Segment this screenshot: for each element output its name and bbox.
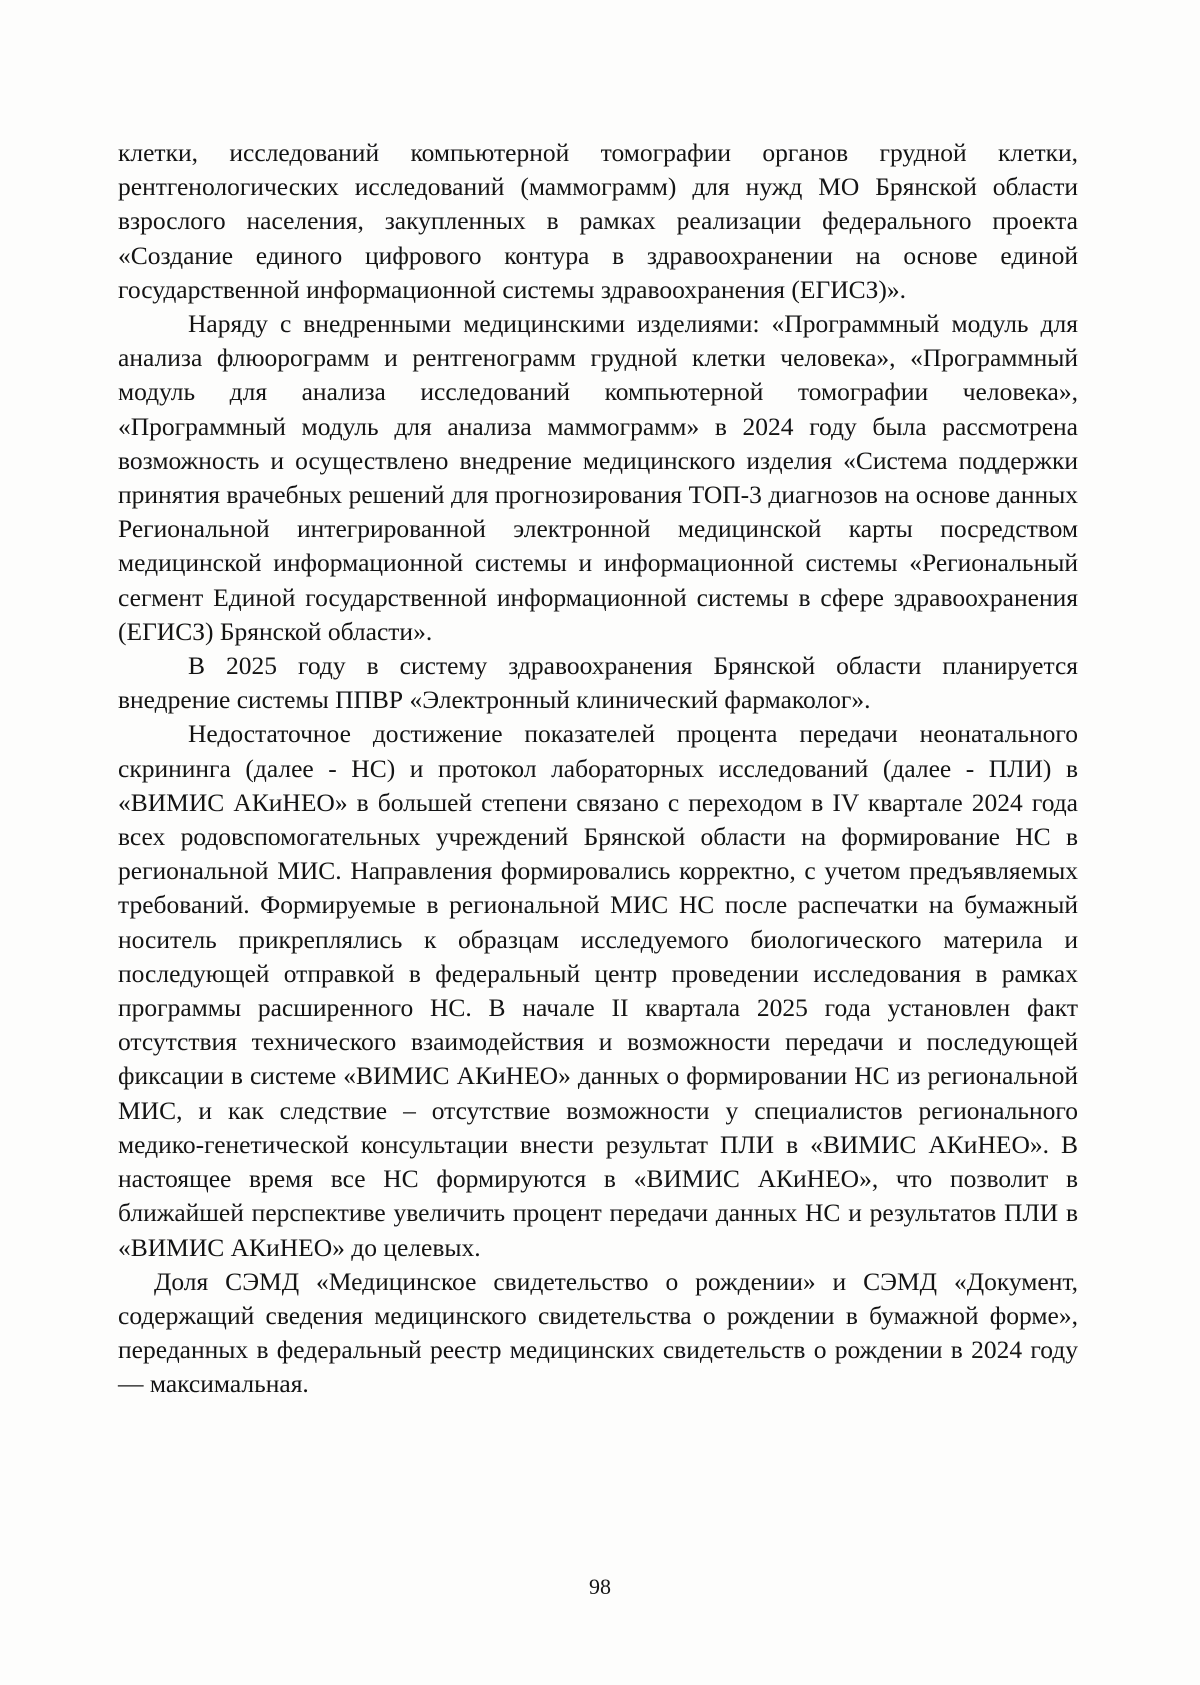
paragraph-medical-devices: Наряду с внедренными медицинскими изделиями: «Программный модуль для анализа флюорограмм и рентгенограмм грудной клетки человека», «Программный модуль для анализа исследований компьютерной томографии человека», «Программный модуль для анализа маммограмм» в 2024 году была рассмотрена возможность и осуществлено внедрение медицинского изделия «Система поддержки принятия врачебных решений для прогнозирования ТОП-3 диагнозов на основе данных Региональной интегрированной электронной медицинской карты посредством медицинской информационной системы и информационной системы «Региональный сегмент Единой государственной информационной системы в сфере здравоохранения (ЕГИСЗ) Брянской области». <box>118 309 1078 646</box>
paragraph-2025-plan: В 2025 году в систему здравоохранения Брянской области планируется внедрение системы ППВР «Электронный клинический фармаколог». <box>118 651 1078 715</box>
page-number: 98 <box>589 1574 611 1599</box>
paragraph-continuation: клетки, исследований компьютерной томографии органов грудной клетки, рентгенологических исследований (маммограмм) для нужд МО Брянской области взрослого населения, закупленных в рамках реализации федерального проекта «Создание единого цифрового контура в здравоохранении на основе единой государственной информационной системы здравоохранения (ЕГИСЗ)». <box>118 138 1078 304</box>
paragraph-neonatal-screening: Недостаточное достижение показателей процента передачи неонатального скрининга (далее - НС) и протокол лабораторных исследований (далее - ПЛИ) в «ВИМИС АКиНЕО» в большей степени связано с переходом в IV квартале 2024 года всех родовспомогательных учреждений Брянской области на формирование НС в региональной МИС. Направления формировались корректно, с учетом предъявляемых требований. Формируемые в региональной МИС НС после распечатки на бумажный носитель прикреплялись к образцам исследуемого биологического материла и последующей отправкой в федеральный центр проведении исследования в рамках программы расширенного НС. В начале II квартала 2025 года установлен факт отсутствия технического взаимодействия и возможности передачи и последующей фиксации в системе «ВИМИС АКиНЕО» данных о формировании НС из региональной МИС, и как следствие – отсутствие возможности у специалистов регионального медико-генетической консультации внести результат ПЛИ в «ВИМИС АКиНЕО». В настоящее время все НС формируются в «ВИМИС АКиНЕО», что позволит в ближайшей перспективе увеличить процент передачи данных НС и результатов ПЛИ в «ВИМИС АКиНЕО» до целевых. <box>118 719 1078 1262</box>
body-text <box>118 136 1078 1402</box>
paragraph-birth-certificates: Доля СЭМД «Медицинское свидетельство о рождении» и СЭМД «Документ, содержащий сведения медицинского свидетельства о рождении в бумажной форме», переданных в федеральный реестр медицинских свидетельств о рождении в 2024 году — максимальная. <box>118 1266 1078 1399</box>
